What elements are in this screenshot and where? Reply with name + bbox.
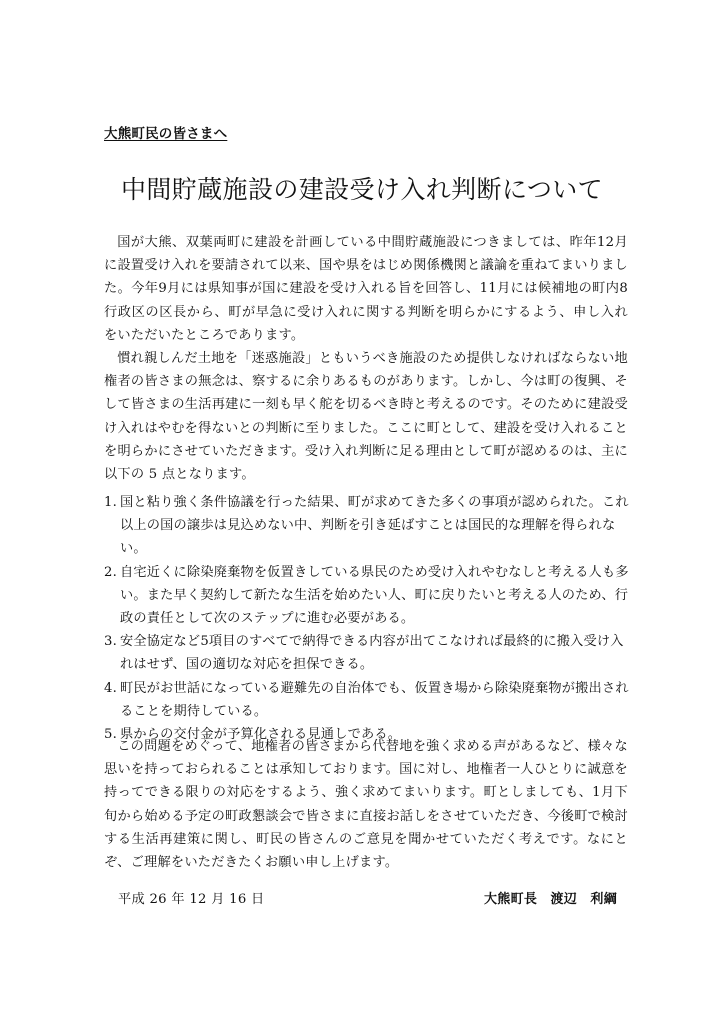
list-item-text: 町民がお世話になっている避難先の自治体でも、仮置き場から除染廃棄物が搬出されることを期待している。 [120,680,629,719]
addressee-heading: 大熊町民の皆さまへ [104,126,228,142]
list-item-text: 国と粘り強く条件協議を行った結果、町が求めてきた多くの事項が認められた。これ以上の国の譲歩は見込めない中、判断を引き延ばすことは国民的な理解を得られない。 [120,495,629,557]
list-item-text: 安全協定など5項目のすべてで納得できる内容が出てこなければ最終的に搬入受け入れはせず、国の適切な対応を担保できる。 [120,634,624,673]
list-item [104,561,634,631]
paragraph-text: 国が大熊、双葉両町に建設を計画している中間貯蔵施設につきましては、昨年12月に設置受け入れを要請されて以来、国や県をはじめ関係機関と議論を重ねてまいりました。今年9月には県知事が国に建設を受け入れる旨を回答し、11月には候補地の町内8行政区の区長から、町が早急に受け入れに関する判断を明らかにするよう、申し入れをいただいたところであります。 [104,235,628,343]
list-item-number: 4. [104,680,117,696]
document-title: 中間貯蔵施設の建設受け入れ判断について [120,175,604,204]
list-item [104,491,634,561]
paragraph-text: この問題をめぐって、地権者の皆さまから代替地を強く求める声があるなど、様々な思いを持っておられることは承知しております。国に対し、地権者一人ひとりに誠意を持ってできる限りの対応をするよう、強く求めてまいります。町としましても、1月下旬から始める予定の町政懇談会で皆さまに直接お話しをさせていただき、今後町で検討する生活再建策に関し、町民の皆さんのご意見を聞かせていただく考えです。なにとぞ、ご理解をいただきたくお願い申し上げます。 [104,739,628,871]
list-item-number: 3. [104,634,117,650]
paragraph-intro [104,231,628,347]
list-item-number: 5. [104,727,117,743]
paragraph-text: 慣れ親しんだ土地を「迷惑施設」ともいうべき施設のため提供しなければならない地権者の皆さまの無念は、察するに余りあるものがあります。しかし、今は町の復興、そして皆さまの生活再建に一刻も早く舵を切るべき時と考えるのです。そのために建設受け入れはやむを得ないとの判断に至りました。ここに町として、建設を受け入れることを明らかにさせていただきます。受け入れ判断に足る理由として町が認めるのは、主に以下の 5 点となります。 [104,351,628,483]
reasons-list [104,491,634,746]
paragraph-closing [104,735,628,874]
list-item-number: 1. [104,495,117,510]
signature: 大熊町長 渡辺 利綱 [484,892,618,907]
list-item-number: 2. [104,564,117,580]
paragraph-decision [104,347,628,486]
list-item [104,677,634,723]
list-item [104,630,634,676]
document-date: 平成 26 年 12 月 16 日 [118,892,265,907]
list-item-text: 自宅近くに除染廃棄物を仮置きしている県民のため受け入れやむなしと考える人も多い。また早く契約して新たな生活を始めたい人、町に戻りたいと考える人のため、行政の責任として次のステップに進む必要がある。 [120,564,629,627]
list-item-text: 県からの交付金が予算化される見通しである。 [120,727,402,743]
